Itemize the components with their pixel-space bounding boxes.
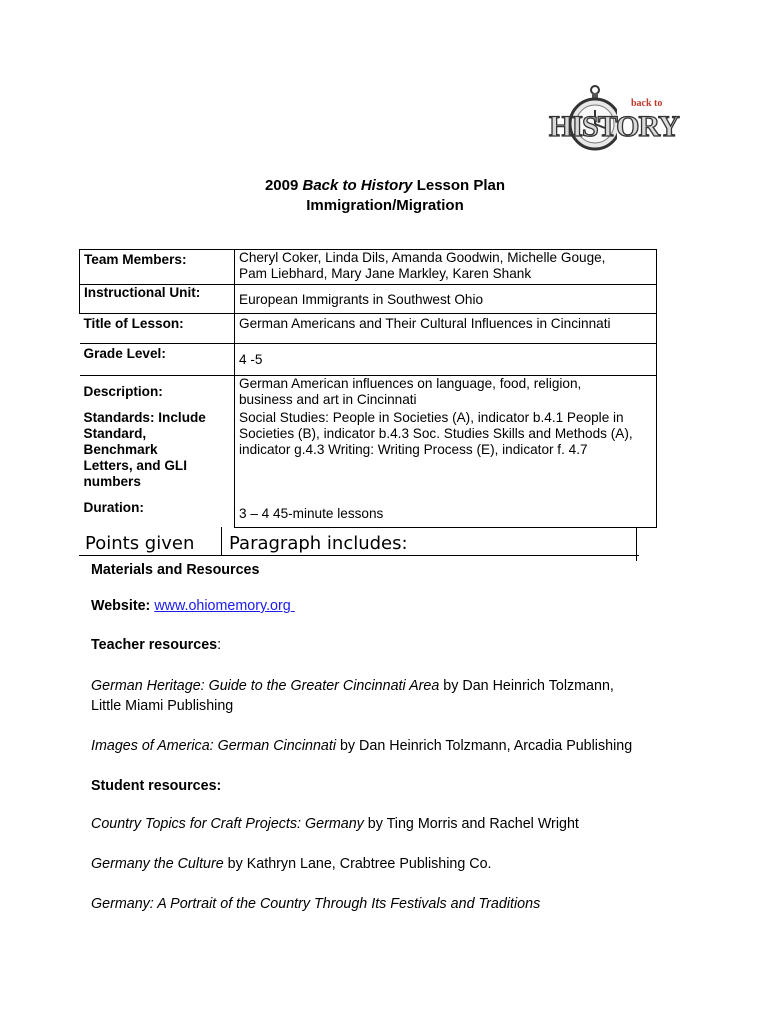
standards-value: Social Studies: People in Societies (A), indicator b.4.1 People in Societies (B), indicator b.4.3 Soc. Studies Skills and Methods (A), indicator g.4.3 Writing: Writing Process (E), indicator f. 4.7 (235, 410, 657, 500)
student-resource-2: Germany the Culture by Kathryn Lane, Crabtree Publishing Co. (91, 856, 492, 872)
resource-title: German Heritage: Guide to the Greater Cincinnati Area (91, 678, 440, 694)
student-resource-1: Country Topics for Craft Projects: Germany by Ting Morris and Rachel Wright (91, 816, 579, 832)
teacher-resource-1: German Heritage: Guide to the Greater Cincinnati Area by Dan Heinrich Tolzmann, Little Miami Publishing (91, 678, 614, 714)
paragraph-includes-label: Paragraph includes: (229, 533, 408, 554)
page-subtitle: Immigration/Migration (306, 197, 464, 214)
resource-title: Country Topics for Craft Projects: Germany (91, 816, 364, 832)
standards-row (80, 410, 657, 500)
student-resources-heading: Student resources: (91, 778, 222, 794)
logo-history-text: HISTORY (549, 110, 679, 143)
duration-label: Duration: (83, 499, 144, 515)
page-title (0, 177, 770, 194)
description-label: Description: (80, 376, 235, 410)
lesson-value: German Americans and Their Cultural Influences in Cincinnati (235, 314, 657, 344)
grade-label: Grade Level: (80, 344, 235, 376)
website-line (91, 596, 295, 616)
title-suffix: Lesson Plan (416, 177, 506, 194)
team-row (80, 250, 657, 285)
duration-row (80, 500, 657, 528)
student-resource-3 (91, 894, 540, 914)
unit-row (80, 285, 657, 314)
column-divider (636, 527, 637, 561)
logo-back-to-text: back to (631, 98, 663, 109)
points-given-label: Points given (85, 533, 195, 554)
title-year: 2009 (264, 177, 299, 194)
unit-label: Instructional Unit: (80, 285, 235, 314)
lesson-row (80, 314, 657, 344)
description-row (80, 376, 657, 410)
website-link[interactable]: www.ohiomemory.org (154, 598, 291, 614)
lesson-label: Title of Lesson: (80, 314, 235, 344)
grade-value: 4 -5 (235, 344, 657, 376)
resource-title: Images of America: German Cincinnati (91, 738, 336, 754)
resource-title: Germany the Culture (91, 856, 224, 872)
title-program: Back to History (302, 177, 413, 194)
points-given-row (79, 527, 639, 556)
materials-heading: Materials and Resources (91, 562, 260, 578)
duration-value: 3 – 4 45-minute lessons (235, 500, 657, 528)
unit-value: European Immigrants in Southwest Ohio (235, 285, 657, 314)
back-to-history-logo (545, 84, 677, 160)
teacher-resource-2: Images of America: German Cincinnati by Dan Heinrich Tolzmann, Arcadia Publishing (91, 738, 633, 754)
lesson-info-table (79, 249, 657, 528)
team-label: Team Members: (80, 250, 235, 285)
standards-label: Standards: Include Standard, Benchmark Letters, and GLI numbers (83, 409, 206, 489)
team-value: Cheryl Coker, Linda Dils, Amanda Goodwin, Michelle Gouge, Pam Liebhard, Mary Jane Markley, Karen Shank (235, 250, 657, 285)
teacher-resources-heading: Teacher resources: (91, 637, 222, 653)
resource-title: Germany: A Portrait of the Country Through Its Festivals and Traditions (91, 896, 541, 912)
column-divider (221, 527, 222, 555)
grade-row (80, 344, 657, 376)
description-value: German American influences on language, food, religion, business and art in Cincinnati (235, 376, 657, 410)
website-label: Website: (91, 598, 151, 614)
